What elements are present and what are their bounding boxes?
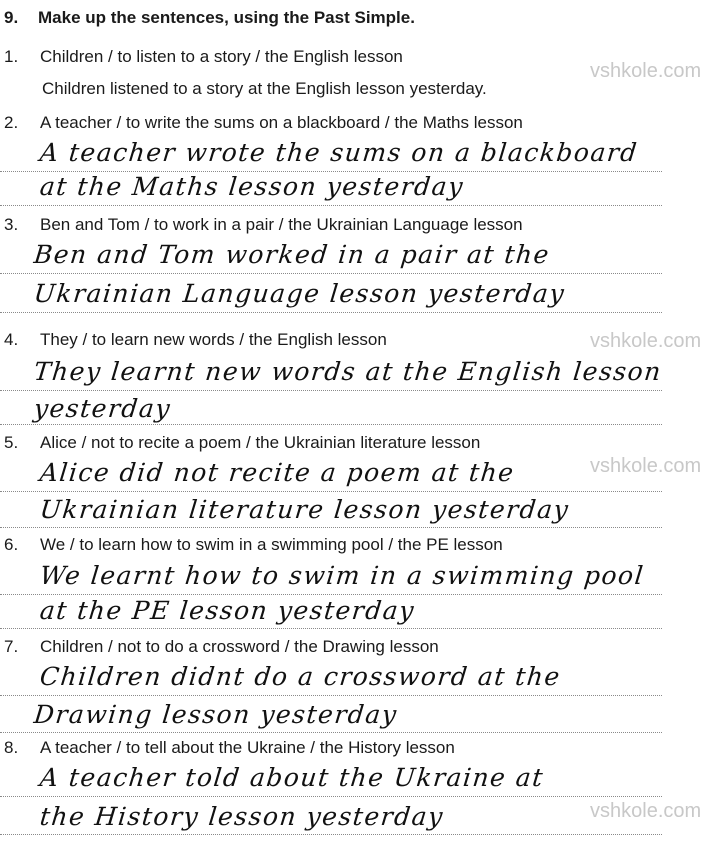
- item-number: 5.: [4, 433, 19, 452]
- handwritten-answer-line: at the PE lesson yesterday: [38, 596, 417, 625]
- watermark: vshkole.com: [590, 330, 701, 352]
- answer-rule: [0, 834, 662, 835]
- item-prompt: They / to learn new words / the English lesson: [40, 330, 387, 349]
- watermark: vshkole.com: [590, 455, 701, 477]
- answer-rule: [0, 527, 662, 528]
- answer-rule: [0, 205, 662, 206]
- item-prompt: A teacher / to write the sums on a blackboard / the Maths lesson: [40, 113, 523, 132]
- item-number: 7.: [4, 637, 19, 656]
- item-number: 6.: [4, 535, 19, 554]
- item-number: 8.: [4, 738, 19, 757]
- item-prompt: We / to learn how to swim in a swimming pool / the PE lesson: [40, 535, 503, 554]
- handwritten-answer-line: Children didnt do a crossword at the: [38, 662, 563, 691]
- handwritten-answer-line: A teacher told about the Ukraine at: [38, 763, 546, 792]
- handwritten-answer-line: Drawing lesson yesterday: [32, 700, 399, 729]
- handwritten-answer-line: yesterday: [32, 394, 173, 423]
- item-number: 4.: [4, 330, 19, 349]
- watermark: vshkole.com: [590, 60, 701, 82]
- item-number: 2.: [4, 113, 19, 132]
- handwritten-answer-line: Ukrainian Language lesson yesterday: [32, 279, 567, 308]
- handwritten-answer-line: A teacher wrote the sums on a blackboard: [38, 138, 640, 167]
- handwritten-answer-line: They learnt new words at the English lesson: [32, 357, 664, 386]
- task-number: 9.: [4, 8, 19, 27]
- answer-rule: [0, 628, 662, 629]
- handwritten-answer-line: Ben and Tom worked in a pair at the: [32, 240, 552, 269]
- item-prompt: Alice / not to recite a poem / the Ukrainian literature lesson: [40, 433, 481, 452]
- answer-rule: [0, 594, 662, 595]
- item-prompt: Ben and Tom / to work in a pair / the Ukrainian Language lesson: [40, 215, 523, 234]
- item-number: 3.: [4, 215, 19, 234]
- item-prompt: A teacher / to tell about the Ukraine / the History lesson: [40, 738, 455, 757]
- answer-rule: [0, 312, 662, 313]
- answer-rule: [0, 491, 662, 492]
- handwritten-answer-line: the History lesson yesterday: [38, 802, 446, 831]
- answer-rule: [0, 273, 662, 274]
- handwritten-answer-line: at the Maths lesson yesterday: [38, 172, 466, 201]
- handwritten-answer-line: Ukrainian literature lesson yesterday: [38, 495, 571, 524]
- model-answer: Children listened to a story at the English lesson yesterday.: [42, 79, 487, 98]
- answer-rule: [0, 390, 662, 391]
- watermark: vshkole.com: [590, 800, 701, 822]
- item-prompt: Children / to listen to a story / the English lesson: [40, 47, 403, 66]
- item-number: 1.: [4, 47, 19, 66]
- handwritten-answer-line: Alice did not recite a poem at the: [38, 458, 517, 487]
- answer-rule: [0, 796, 662, 797]
- task-title: Make up the sentences, using the Past Simple.: [38, 8, 415, 27]
- answer-rule: [0, 732, 662, 733]
- answer-rule: [0, 424, 662, 425]
- answer-rule: [0, 695, 662, 696]
- handwritten-answer-line: We learnt how to swim in a swimming pool: [38, 561, 646, 590]
- task-heading: [4, 8, 415, 28]
- item-prompt: Children / not to do a crossword / the Drawing lesson: [40, 637, 439, 656]
